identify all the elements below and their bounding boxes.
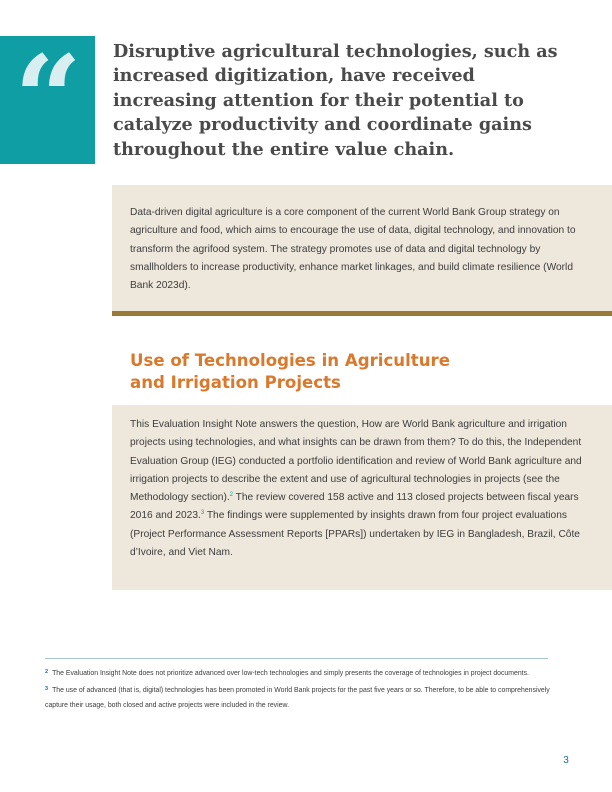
footnotes (45, 665, 565, 714)
section-body-text (130, 416, 588, 562)
section-body-box (112, 405, 612, 590)
footnote-text: The use of advanced (that is, digital) technologies has been promoted in World Bank projects for the past five years or so. Therefore, to be able to comprehensively capture their usage, both closed and active projects were included in the review. (45, 686, 550, 710)
footnote-number: 3 (45, 685, 49, 692)
footnote-ref-2[interactable]: 2 (229, 492, 234, 499)
quote-accent-block (0, 29, 95, 168)
section-heading-line1: Use of Technologies in Agriculture (130, 351, 450, 370)
footnote-divider (45, 658, 548, 659)
callout-text: Data-driven digital agriculture is a core component of the current World Bank Group strategy on agriculture and food, which aims to encourage the use of data, digital technology, and innovation to transform the agrifood system. The strategy promotes use of data and digital technology by smallholders to increase productivity, enhance market linkages, and build climate resilience (World Bank 2023d). (130, 207, 576, 292)
callout-divider (112, 311, 612, 316)
footnote-text: The Evaluation Insight Note does not prioritize advanced over low-tech technologies and simply presents the coverage of technologies in project documents. (52, 670, 529, 677)
footnote-item (45, 682, 565, 714)
callout-box (112, 185, 612, 311)
footnote-number: 2 (45, 669, 49, 675)
section-heading (130, 350, 490, 394)
section-heading-line2: and Irrigation Projects (130, 373, 341, 392)
page-number: 3 (563, 755, 569, 766)
body-part-1: This Evaluation Insight Note answers the question, How are World Bank agriculture and irrigation projects using technologies, and what insights can be drawn from them? To do this, the Independent Evaluation Group (IEG) conducted a portfolio identification and review of World Bank agriculture and irrigation projects to describe the extent and use of agricultural technologies in projects (see the Methodology section). (130, 419, 582, 504)
body-part-2: The review covered 158 active and 113 closed projects between fiscal years 2016 and 2023. (130, 492, 579, 522)
pull-quote: Disruptive agricultural technologies, such as increased digitization, have received increasing attention for their potential to catalyze productivity and coordinate gains throughout the entire value chain. (113, 41, 558, 160)
footnote-ref-3[interactable]: 3 (200, 510, 205, 517)
footnote-item (45, 665, 565, 682)
body-part-3: The findings were supplemented by insights drawn from four project evaluations (Project Performance Assessment Reports [PPARs]) undertaken by IEG in Bangladesh, Brazil, Côte d’Ivoire, and Viet Nam. (130, 510, 580, 559)
quotation-mark-icon: “ (14, 29, 82, 168)
